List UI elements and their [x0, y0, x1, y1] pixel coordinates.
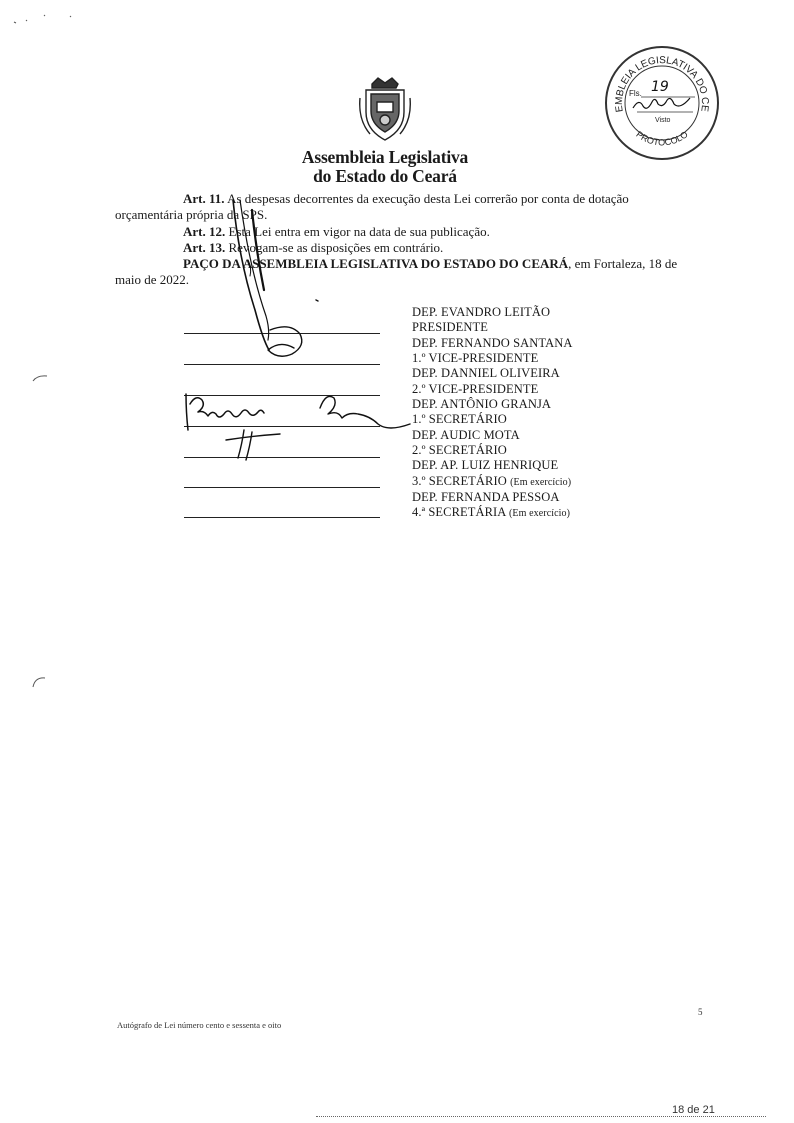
- signatory-role-line: [412, 474, 573, 490]
- signatory-role: 1.º SECRETÁRIO: [412, 412, 507, 427]
- state-coat-of-arms-seal: [358, 74, 412, 146]
- article-12-text: Esta Lei entra em vigor na data de sua publicação.: [228, 224, 490, 239]
- svg-text:PROTOCOLO: [634, 129, 689, 147]
- header-title-line1: Assembleia Legislativa: [301, 147, 469, 167]
- article-11-continuation: orçamentária própria da SPS.: [115, 207, 268, 222]
- closing-date: , em Fortaleza, 18 de: [568, 256, 678, 271]
- stamp-ring-top-text: EMBLEIA LEGISLATIVA DO CE: [613, 55, 711, 113]
- stamp-ring-bottom-text: PROTOCOLO: [634, 129, 690, 148]
- article-11-number: Art. 11.: [183, 191, 225, 206]
- stamp-visto-label: Visto: [655, 117, 671, 124]
- signatory-note: (Em exercício): [510, 476, 572, 488]
- footer-dotted-rule: [316, 1116, 766, 1117]
- protocol-stamp: [603, 44, 721, 162]
- article-12: [183, 224, 490, 240]
- signature-line: [184, 457, 380, 458]
- signatory-list: [412, 305, 573, 522]
- stamp-fls-number: 19: [651, 79, 669, 95]
- article-13-number: Art. 13.: [183, 240, 226, 255]
- page-number: 5: [698, 1007, 703, 1017]
- signatory-name: DEP. AP. LUIZ HENRIQUE: [412, 458, 559, 473]
- signatory-name: DEP. DANNIEL OLIVEIRA: [412, 366, 560, 381]
- signatory-role: 4.ª SECRETÁRIA: [412, 505, 506, 520]
- stamp-rubric: [633, 98, 690, 108]
- article-11-text: As despesas decorrentes da execução desta Lei correrão por conta de dotação: [227, 191, 629, 206]
- article-13-text: Revogam-se as disposições em contrário.: [228, 240, 444, 255]
- signatory-name: DEP. FERNANDA PESSOA: [412, 490, 560, 505]
- signatory-name: DEP. EVANDRO LEITÃO: [412, 305, 551, 319]
- scan-page-indicator: 18 de 21: [672, 1104, 715, 1116]
- signatory-role: 2.º VICE-PRESIDENTE: [412, 381, 539, 396]
- article-13: [183, 240, 443, 256]
- closing-place: PAÇO DA ASSEMBLEIA LEGISLATIVA DO ESTADO DO CEARÁ: [183, 256, 569, 271]
- signatory-role: PRESIDENTE: [412, 320, 488, 335]
- signature-line: [184, 426, 380, 427]
- article-12-number: Art. 12.: [183, 224, 226, 239]
- article-11: [183, 191, 703, 207]
- signatory-name: DEP. ANTÔNIO GRANJA: [412, 397, 552, 412]
- closing-line: [183, 256, 713, 272]
- signature-line: [184, 487, 380, 488]
- header-title-line2: do Estado do Ceará: [313, 166, 457, 186]
- signatory-role-line: [412, 505, 573, 521]
- signatory-name: DEP. FERNANDO SANTANA: [412, 335, 573, 350]
- signatory-name: DEP. AUDIC MOTA: [412, 427, 520, 442]
- signatory-role: 1.º VICE-PRESIDENTE: [412, 351, 539, 366]
- signature-line: [184, 364, 380, 365]
- footer-autografo: Autógrafo de Lei número cento e sessenta e oito: [117, 1020, 282, 1030]
- signatory-role: 2.º SECRETÁRIO: [412, 443, 507, 458]
- signature-line: [184, 333, 380, 334]
- signature-line: [184, 517, 380, 518]
- signatory-note: (Em exercício): [508, 508, 571, 520]
- signature-line: [184, 395, 380, 396]
- stamp-fls-label: Fls.: [629, 89, 642, 98]
- closing-continuation: maio de 2022.: [115, 272, 190, 287]
- signatory-role: 3.º SECRETÁRIO: [412, 473, 507, 488]
